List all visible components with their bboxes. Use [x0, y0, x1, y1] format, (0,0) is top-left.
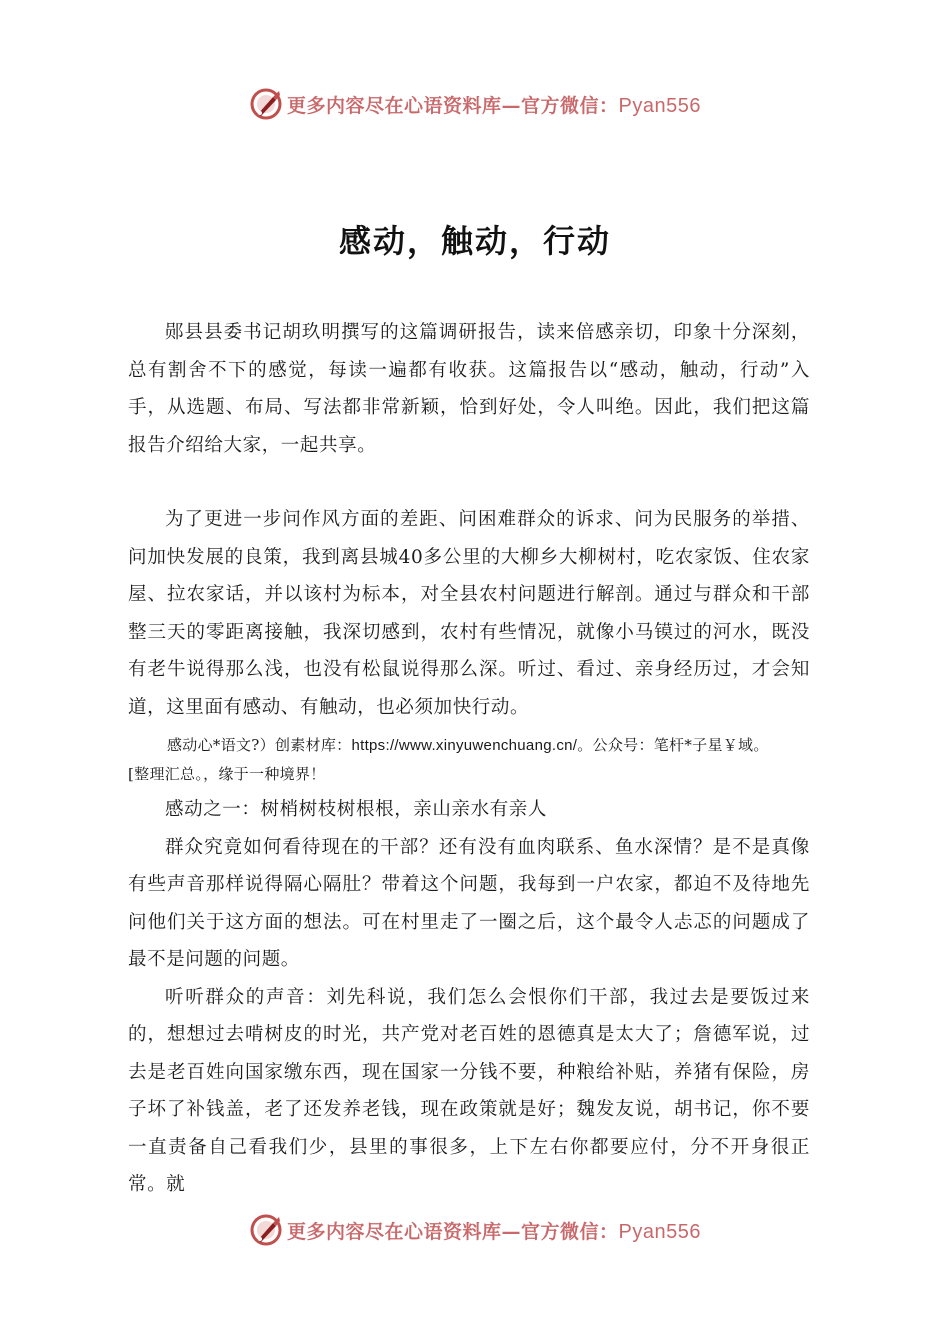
note-url: https://www.xinyuwenchuang.cn/ [351, 737, 578, 754]
header-wechat-handle: Pyan556 [618, 94, 701, 117]
header-banner-text: 更多内容尽在心语资料库—官方微信：Pyan556 [287, 94, 701, 117]
document-title: 感动，触动，行动 [338, 222, 611, 260]
body-paragraph-1: 为了更进一步问作风方面的差距、问困难群众的诉求、问为民服务的举措、问加快发展的良策，我到离县城40多公里的大柳乡大柳树村，吃农家饭、住农家屋、拉农家话，并以该村为标本，对全县农村问题进行解剖。通过与群众和干部整三天的零距离接触，我深切感到，农村有些情况，就像小马镆过的河水，既没有老牛说得那么浅，也没有松鼠说得那么深。听过、看过、亲身经历过，才会知道，这里面有感动、有触动，也必须加快行动。 [128, 509, 810, 718]
footer-wechat-handle: Pyan556 [618, 1220, 701, 1243]
header-banner [0, 82, 950, 126]
pen-nib-logo-icon [249, 87, 283, 121]
watermark-note-line2: [整理汇总。，缘于一种境界！ [128, 765, 326, 783]
paragraph-gap [128, 464, 810, 501]
footer-banner-text: 更多内容尽在心语资料库—官方微信：Pyan556 [287, 1220, 701, 1243]
document-body [128, 314, 810, 1204]
body-paragraph-2: 群众究竟如何看待现在的干部？还有没有血肉联系、鱼水深情？是不是真像有些声音那样说得隔心隔肚？带着这个问题，我每到一户农家，都迫不及待地先问他们关于这方面的想法。可在村里走了一圈之后，这个最令人忐忑的问题成了最不是问题的问题。 [128, 836, 810, 970]
pen-nib-logo-icon [249, 1213, 283, 1247]
note-prefix: 感动心*语文?）创素材库： [167, 736, 352, 754]
section-subheading-1: 感动之一：树梢树枝树根根，亲山亲水有亲人 [165, 799, 548, 820]
note-suffix: 。公众号：笔杆*子星￥域。 [577, 736, 769, 754]
body-paragraph-3: 听听群众的声音：刘先科说，我们怎么会恨你们干部，我过去是要饭过来的，想想过去啃树皮的时光，共产党对老百姓的恩德真是太大了；詹德军说，过去是老百姓向国家缴东西，现在国家一分钱不要，种粮给补贴，养猪有保险，房子坏了补钱盖，老了还发养老钱，现在政策就是好；魏发友说，胡书记，你不要一直责备自己看我们少，县里的事很多，上下左右你都要应付，分不开身很正常。就 [128, 986, 810, 1195]
footer-banner [0, 1208, 950, 1252]
intro-paragraph: 郧县县委书记胡玖明撰写的这篇调研报告，读来倍感亲切，印象十分深刻，总有割舍不下的感觉，每读一遍都有收获。这篇报告以“感动，触动，行动”入手，从选题、布局、写法都非常新颖，恰到好处，令人叫绝。因此，我们把这篇报告介绍给大家，一起共享。 [128, 322, 810, 456]
